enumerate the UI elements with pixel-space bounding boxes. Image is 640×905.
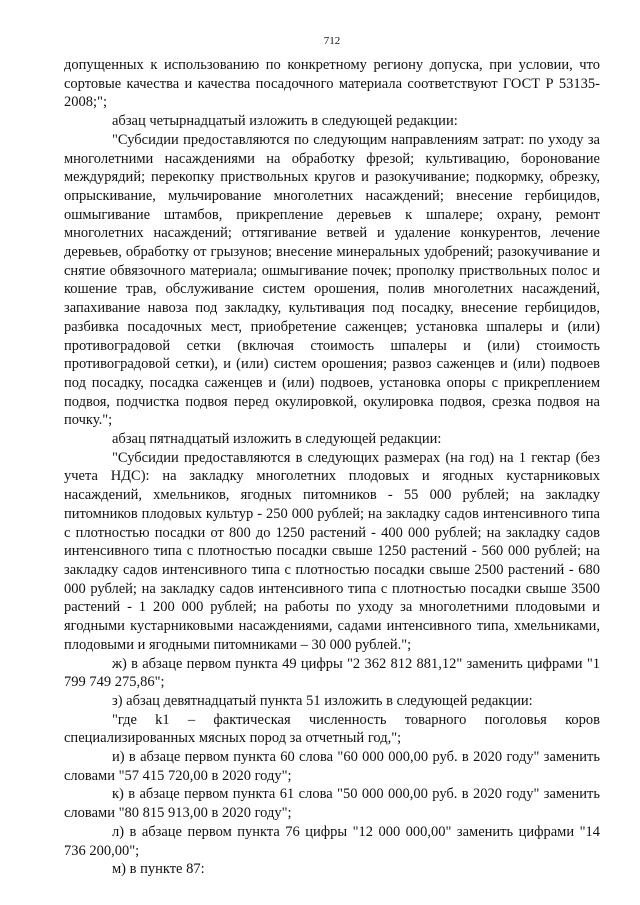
paragraph: м) в пункте 87: xyxy=(112,861,205,878)
paragraph: "где k1 – фактическая численность товарного поголовья коров специализированных мясных пород за отчетный год,"; xyxy=(64,711,600,747)
document-page xyxy=(64,34,600,879)
paragraph: абзац четырнадцатый изложить в следующей редакции: xyxy=(112,113,458,130)
paragraph: л) в абзаце первом пункта 76 цифры "12 000 000,00" заменить цифрами "14 736 200,00"; xyxy=(64,823,600,859)
paragraph: ж) в абзаце первом пункта 49 цифры "2 362 812 881,12" заменить цифрами "1 799 749 275,86"; xyxy=(64,655,600,691)
paragraph: к) в абзаце первом пункта 61 слова "50 000 000,00 руб. в 2020 году" заменить словами "80 815 913,00 в 2020 году"; xyxy=(64,786,600,822)
paragraph: и) в абзаце первом пункта 60 слова "60 000 000,00 руб. в 2020 году" заменить словами "57 415 720,00 в 2020 году"; xyxy=(64,749,600,784)
document-body xyxy=(64,56,600,879)
paragraph: "Субсидии предоставляются по следующим направлениям затрат: по уходу за многолетними насаждениями на обработку фрезой; культивацию, боронование междурядий; перекопку приствольных кругов и разокучивание; подкормку, обрезку, опрыскивание, мульчирование многолетних насаждений; внесение гербицидов, ошмыгивание штамбов, прикрепление деревьев к шпалере; охрану, ремонт многолетних насаждений; оттягивание ветвей и удаление конкурентов, лечение деревьев, обработку от грызунов; внесение минеральных удобрений; разокучивание и снятие обвязочного материала; ошмыгивание почек; прополку приствольных полос и кошение трав, обслуживание систем орошения, полив многолетних насаждений, запахивание навоза под закладку, культивация под посадку, внесение гербицидов, разбивка посадочных мест, приобретение саженцев; установка шпалеры и (или) противоградовой сетки (включая стоимость шпалеры и (или) стоимость противоградовой сетки), и (или) систем орошения; развоз саженцев и (или) подвоев под посадку, посадка саженцев и (или) подвоев, установка опоры с прикреплением подвоя, подчистка подвоя перед окулировкой, окулировка подвоя, срезка подвоя на почку."; xyxy=(64,131,600,429)
paragraph: з) абзац девятнадцатый пункта 51 изложить в следующей редакции: xyxy=(112,692,533,709)
paragraph: абзац пятнадцатый изложить в следующей редакции: xyxy=(112,431,442,448)
paragraph: "Субсидии предоставляются в следующих размерах (на год) на 1 гектар (без учета НДС): на закладку многолетних плодовых и ягодных кустарниковых насаждений, хмельников, ягодных питомников - 55 000 рублей; на закладку питомников плодовых культур - 250 000 рублей; на закладку садов интенсивного типа с плотностью посадки от 800 до 1250 растений - 400 000 рублей; на закладку садов интенсивного типа с плотностью посадки свыше 1250 растений - 560 000 рублей; на закладку садов интенсивного типа с плотностью посадки свыше 2500 растений - 680 000 рублей; на закладку садов интенсивного типа с плотностью посадки свыше 3500 растений - 1 200 000 рублей; на работы по уходу за многолетними плодовыми и ягодными кустарниковыми насаждениями, садами интенсивного типа, хмельниками, плодовыми и ягодными питомниками – 30 000 рублей."; xyxy=(64,449,600,653)
paragraph: допущенных к использованию по конкретному региону допуска, при условии, что сортовые качества и качества посадочного материала соответствуют ГОСТ Р 53135-2008;"; xyxy=(64,57,600,111)
page-number: 712 xyxy=(323,35,341,47)
